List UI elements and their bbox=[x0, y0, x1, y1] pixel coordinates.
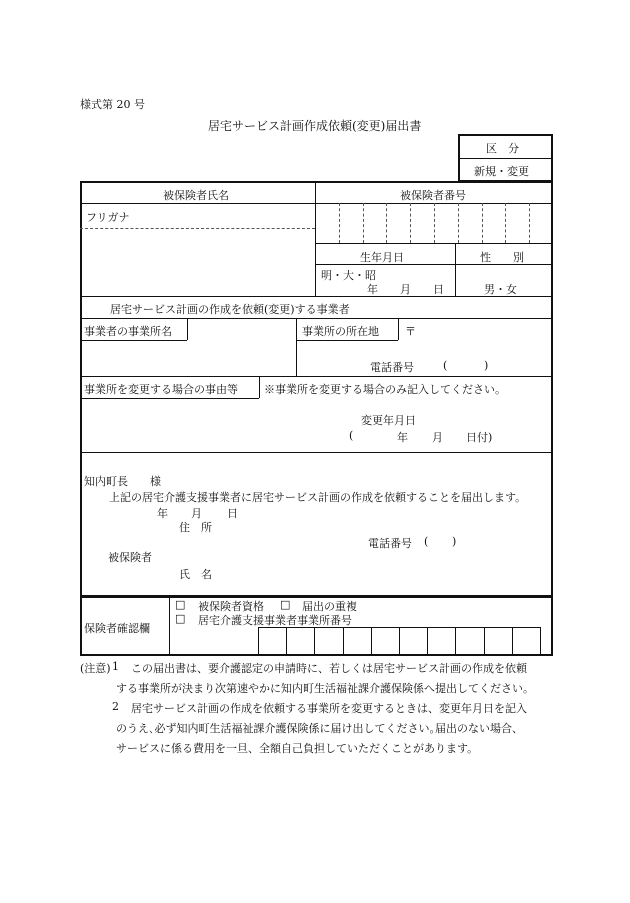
change-date-label: 変更年月日 bbox=[361, 414, 416, 427]
check-duplicate-label: 届出の重複 bbox=[302, 600, 357, 613]
declaration-statement: 上記の居宅介護支援事業者に居宅サービス計画の作成を依頼することを届出します。 bbox=[109, 491, 527, 504]
declaration-phone-label: 電話番号 bbox=[368, 537, 412, 550]
note-2-line-1: 居宅サービス計画の作成を依頼する事業所を変更するときは、変更年月日を記入 bbox=[131, 702, 527, 715]
check-duplicate-box[interactable]: □ bbox=[280, 598, 291, 611]
office-name-label: 事業者の事業所名 bbox=[84, 325, 172, 338]
insured-number-header: 被保険者番号 bbox=[400, 189, 466, 202]
provider-heading: 居宅サービス計画の作成を依頼(変更)する事業者 bbox=[110, 303, 350, 316]
change-date-month-unit: 月 bbox=[432, 431, 443, 444]
dob-day-unit: 日 bbox=[433, 283, 444, 296]
addressee: 知内町長 様 bbox=[84, 475, 161, 488]
number-cell-divider bbox=[505, 203, 506, 243]
office-cell-line bbox=[540, 627, 541, 656]
provider-phone-close-paren: ) bbox=[484, 359, 489, 372]
postal-mark: 〒 bbox=[405, 325, 416, 338]
declaration-phone-open-paren: ( bbox=[424, 535, 429, 548]
check-insured-qualification-label: 被保険者資格 bbox=[198, 600, 264, 613]
document-title: 居宅サービス計画作成依頼(変更)届出書 bbox=[208, 119, 422, 133]
note-1-line-1: この届出書は、要介護認定の申請時に、若しくは居宅サービス計画の作成を依頼 bbox=[131, 662, 527, 675]
number-cell-divider bbox=[529, 203, 530, 243]
office-cell-line bbox=[512, 627, 513, 656]
office-cell-line bbox=[286, 627, 287, 656]
change-reason-note: ※事業所を変更する場合のみ記入してください。 bbox=[264, 383, 506, 396]
sex-options[interactable]: 男・女 bbox=[484, 283, 517, 296]
change-reason-field[interactable] bbox=[82, 400, 342, 450]
check-insured-qualification-box[interactable]: □ bbox=[175, 598, 186, 611]
provider-phone-label: 電話番号 bbox=[370, 361, 414, 374]
address-label: 住 所 bbox=[179, 521, 212, 534]
form-number: 様式第 20 号 bbox=[80, 98, 145, 111]
note-2-line-2: のうえ､必ず知内町生活福祉課介護保険係に届け出してください｡届出のない場合、 bbox=[116, 722, 523, 735]
office-cell-line bbox=[314, 627, 315, 656]
office-cell-line bbox=[343, 627, 344, 656]
number-cell-divider bbox=[458, 203, 459, 243]
provider-phone-open-paren: ( bbox=[443, 359, 448, 372]
office-cell-line bbox=[371, 627, 372, 656]
number-cell-divider bbox=[386, 203, 387, 243]
number-cell-divider bbox=[434, 203, 435, 243]
signer-name-label: 氏 名 bbox=[179, 568, 212, 581]
dob-month-unit: 月 bbox=[400, 283, 411, 296]
change-date-open-paren: ( bbox=[349, 429, 354, 442]
office-cell-line bbox=[455, 627, 456, 656]
category-value[interactable]: 新規・変更 bbox=[474, 165, 529, 178]
note-2-line-3: サービスに係る費用を一旦、全額自己負担していただくことがあります。 bbox=[116, 742, 479, 755]
dob-year-unit: 年 bbox=[367, 283, 378, 296]
era-options[interactable]: 明・大・昭 bbox=[321, 269, 376, 282]
sex-header: 性 別 bbox=[480, 251, 524, 264]
change-date-year-unit: 年 bbox=[397, 431, 408, 444]
number-cell-divider bbox=[482, 203, 483, 243]
office-name-field[interactable] bbox=[82, 342, 292, 374]
office-cell-line bbox=[427, 627, 428, 656]
insurer-check-label: 保険者確認欄 bbox=[84, 622, 150, 635]
category-header: 区 分 bbox=[486, 142, 519, 155]
number-cell-divider bbox=[339, 203, 340, 243]
notes-prefix: (注意) bbox=[80, 662, 111, 675]
change-reason-label: 事業所を変更する場合の事由等 bbox=[84, 383, 238, 396]
office-cell-line bbox=[258, 627, 259, 656]
note-2-number: 2 bbox=[112, 700, 119, 713]
number-cell-divider bbox=[410, 203, 411, 243]
number-cell-divider bbox=[363, 203, 364, 243]
declaration-year-unit: 年 bbox=[157, 507, 168, 520]
declaration-day-unit: 日 bbox=[227, 507, 238, 520]
insured-name-field[interactable] bbox=[82, 230, 312, 294]
furigana-label: フリガナ bbox=[86, 211, 130, 224]
office-address-field[interactable] bbox=[300, 342, 550, 358]
office-address-label: 事業所の所在地 bbox=[302, 325, 379, 338]
declaration-month-unit: 月 bbox=[191, 507, 202, 520]
insured-name-header: 被保険者氏名 bbox=[163, 189, 229, 202]
insured-signer-label: 被保険者 bbox=[108, 551, 152, 564]
check-office-number-box[interactable]: □ bbox=[175, 612, 186, 625]
dob-header: 生年月日 bbox=[360, 251, 404, 264]
declaration-phone-close-paren: ) bbox=[452, 535, 457, 548]
office-cell-line bbox=[399, 627, 400, 656]
office-cell-line bbox=[484, 627, 485, 656]
note-1-number: 1 bbox=[112, 660, 119, 673]
change-date-day-unit: 日付) bbox=[466, 431, 493, 444]
check-office-number-label: 居宅介護支援事業者事業所番号 bbox=[198, 614, 352, 627]
note-1-line-2: する事業所が決まり次第速やかに知内町生活福祉課介護保険係へ提出してください。 bbox=[116, 682, 534, 695]
